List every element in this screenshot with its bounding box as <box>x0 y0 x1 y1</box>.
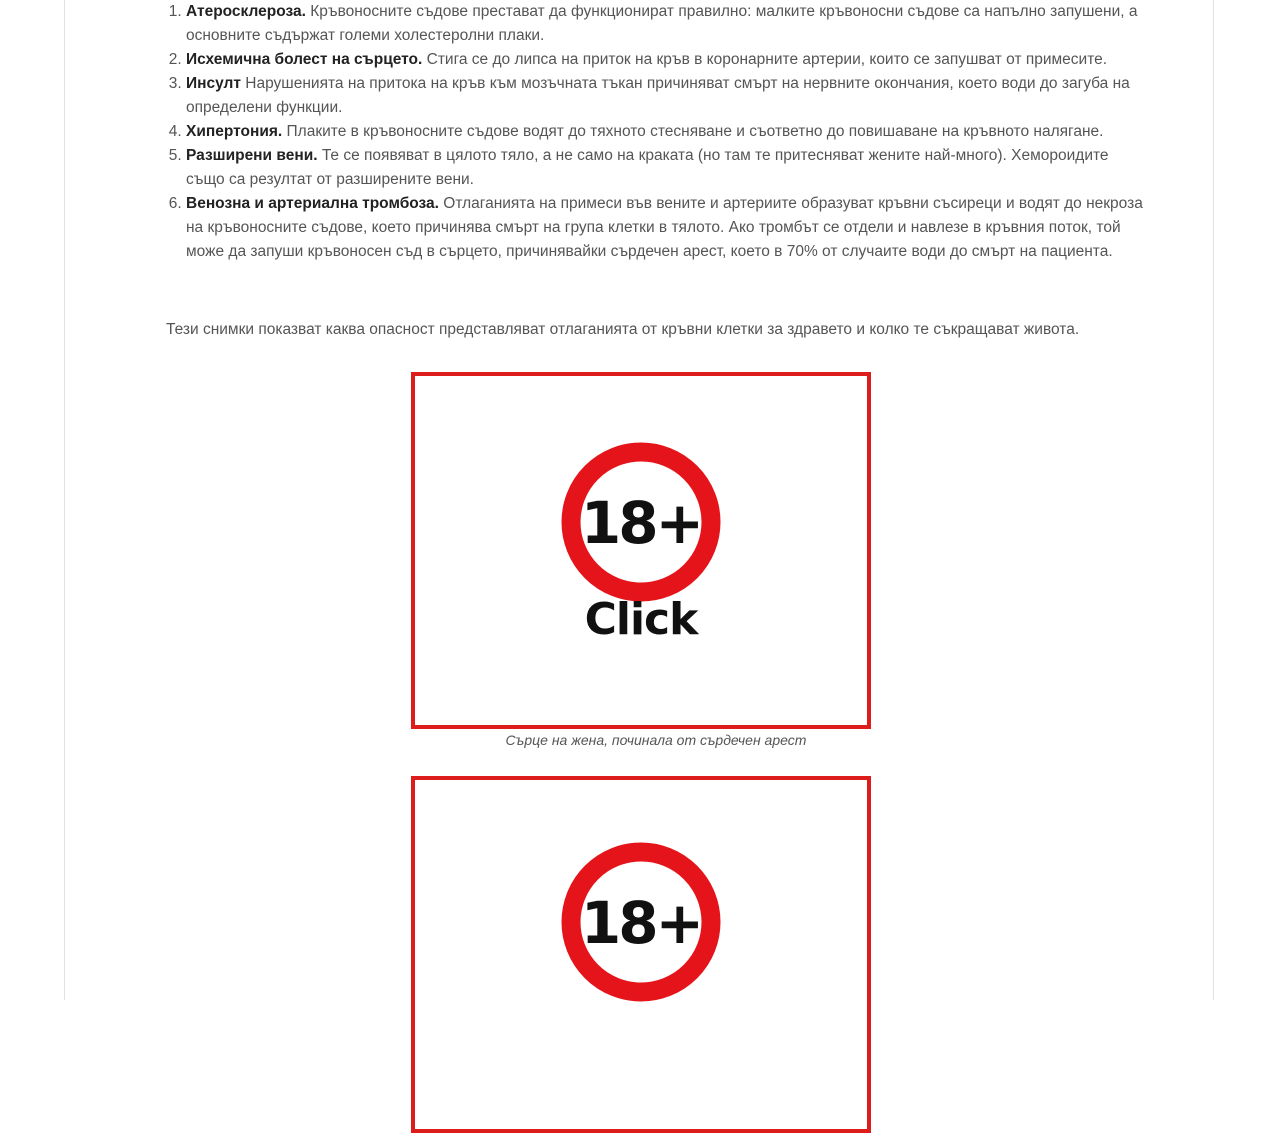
click-label: Click <box>584 594 698 645</box>
intro-paragraph: Тези снимки показват каква опасност представляват отлаганията от кръвни клетки за здравето и колко те съкращават живота. <box>166 321 1080 338</box>
age-restriction-icon <box>561 442 721 602</box>
figure-caption: Сърце на жена, починала от сърдечен арест <box>505 732 807 748</box>
list-item-term: Разширени вени. <box>186 147 318 164</box>
badge-text: 18+ <box>580 489 702 557</box>
list-item-text: Плаките в кръвоносните съдове водят до тяхното стесняване и съответно до повишаване на кръвното налягане. <box>282 123 1104 140</box>
list-item-term: Исхемична болест на сърцето. <box>186 51 423 68</box>
list-item-text: Нарушенията на притока на кръв към мозъчната тъкан причиняват смърт на нервните окончания, което води до загуба на определени функции. <box>186 75 1130 116</box>
age-restriction-icon <box>561 842 721 1002</box>
age-restricted-image-link-1[interactable] <box>411 372 871 729</box>
figure-1 <box>411 372 871 748</box>
list-item <box>186 0 1151 48</box>
list-item <box>186 144 1151 192</box>
list-item <box>186 192 1151 264</box>
disease-list <box>166 0 1151 264</box>
list-item-term: Инсулт <box>186 75 241 92</box>
list-item-text: Стига се до липса на приток на кръв в коронарните артерии, които се запушват от примесите. <box>422 51 1108 68</box>
list-item-term: Венозна и артериална тромбоза. <box>186 195 439 212</box>
list-item <box>186 120 1151 144</box>
list-item-term: Атеросклероза. <box>186 3 306 20</box>
list-item <box>186 48 1151 72</box>
list-item-text: Те се появяват в цялото тяло, а не само на краката (но там те притесняват жените най-много). Хемороидите също са резултат от разширените вени. <box>186 147 1109 188</box>
list-item-term: Хипертония. <box>186 123 283 140</box>
article-body <box>166 0 1151 957</box>
list-item-text: Отлаганията на примеси във вените и артериите образуват кръвни съсиреци и водят до некроза на кръвоносните съдове, което причинява смърт на група клетки в тялото. Ако тромбът се отдели и навлезе в кръвния поток, той може да запуши кръвоносен съд в сърцето, причинявайки сърдечен арест, което в 70% от случаите води до смърт на пациента. <box>186 195 1143 260</box>
list-item <box>186 72 1151 120</box>
figure-2 <box>411 776 871 1133</box>
age-restricted-image-link-2[interactable] <box>411 776 871 1133</box>
list-item-text: Кръвоносните съдове престават да функционират правилно: малките кръвоносни съдове са напълно запушени, а основните съдържат големи холестеролни плаки. <box>186 3 1138 44</box>
badge-text: 18+ <box>580 889 702 957</box>
page-container <box>64 0 1214 1000</box>
